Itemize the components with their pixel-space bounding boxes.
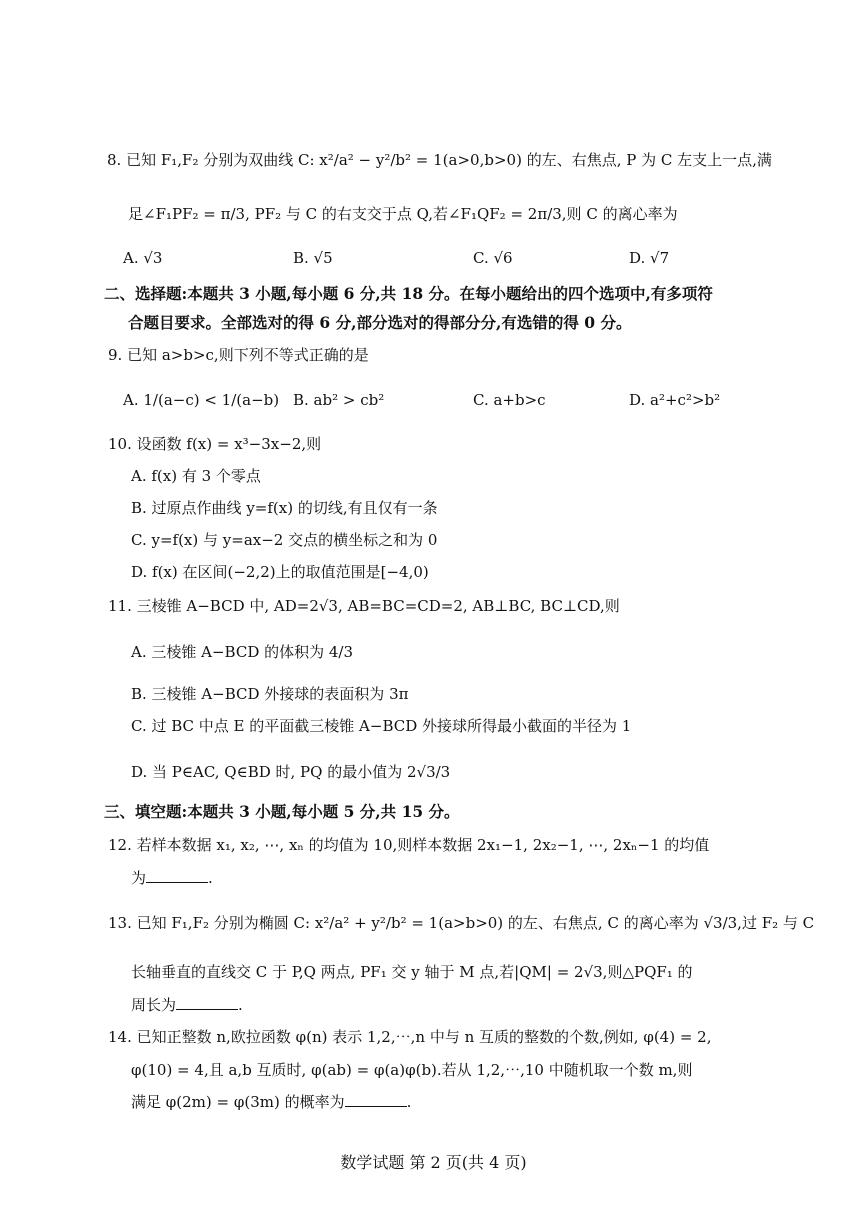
q10-option-d: D. f(x) 在区间(−2,2)上的取值范围是[−4,0) [131,563,429,581]
q8-option-d: D. √7 [629,249,670,267]
q11-option-a: A. 三棱锥 A−BCD 的体积为 4/3 [131,643,354,661]
q13-line2: 长轴垂直的直线交 C 于 P,Q 两点, PF₁ 交 y 轴于 M 点,若|QM| = 2√3,则△PQF₁ 的 [131,963,693,981]
q12-answer-blank[interactable] [146,868,208,883]
q12-line2-prefix: 为 [131,869,147,887]
q14-line3-prefix: 满足 φ(2m) = φ(3m) 的概率为 [131,1093,345,1111]
q14-answer-blank[interactable] [345,1092,407,1107]
q13-line3 [131,995,243,1015]
q13-line3-prefix: 周长为 [131,996,177,1014]
q11-option-d: D. 当 P∈AC, Q∈BD 时, PQ 的最小值为 2√3/3 [131,763,451,781]
q13-answer-blank[interactable] [176,995,238,1010]
q8-option-b: B. √5 [293,249,333,267]
q9-option-b: B. ab² > cb² [293,391,385,409]
q14-line3 [131,1092,411,1112]
q14-line2: φ(10) = 4,且 a,b 互质时, φ(ab) = φ(a)φ(b).若从 1,2,⋯,10 中随机取一个数 m,则 [131,1061,693,1079]
q14-line1: 14. 已知正整数 n,欧拉函数 φ(n) 表示 1,2,⋯,n 中与 n 互质的整数的个数,例如, φ(4) = 2, [108,1028,712,1046]
page-footer: 数学试题 第 2 页(共 4 页) [340,1153,527,1172]
q11-option-c: C. 过 BC 中点 E 的平面截三棱锥 A−BCD 外接球所得最小截面的半径为 1 [131,717,632,735]
q8-option-a: A. √3 [123,249,163,267]
q8-option-c: C. √6 [473,249,513,267]
q8-line2: 足∠F₁PF₂ = π/3, PF₂ 与 C 的右支交于点 Q,若∠F₁QF₂ = 2π/3,则 C 的离心率为 [128,205,678,223]
q9-stem: 9. 已知 a>b>c,则下列不等式正确的是 [108,346,369,364]
q14-line3-suffix: . [406,1093,412,1111]
q12-line2-suffix: . [208,869,213,887]
q9-option-d: D. a²+c²>b² [629,391,721,409]
q8-line1: 8. 已知 F₁,F₂ 分别为双曲线 C: x²/a² − y²/b² = 1(a>0,b>0) 的左、右焦点, P 为 C 左支上一点,满 [107,151,772,169]
section3-heading: 三、填空题:本题共 3 小题,每小题 5 分,共 15 分。 [104,802,460,821]
q11-stem: 11. 三棱锥 A−BCD 中, AD=2√3, AB=BC=CD=2, AB⊥BC, BC⊥CD,则 [108,597,620,615]
section2-heading-line1: 二、选择题:本题共 3 小题,每小题 6 分,共 18 分。在每小题给出的四个选项中,有多项符 [104,284,713,303]
q13-line1: 13. 已知 F₁,F₂ 分别为椭圆 C: x²/a² + y²/b² = 1(a>b>0) 的左、右焦点, C 的离心率为 √3/3,过 F₂ 与 C [108,914,815,932]
q10-option-a: A. f(x) 有 3 个零点 [131,467,261,485]
q10-stem: 10. 设函数 f(x) = x³−3x−2,则 [108,435,322,453]
q11-option-b: B. 三棱锥 A−BCD 外接球的表面积为 3π [131,685,409,703]
section2-heading-line2: 合题目要求。全部选对的得 6 分,部分选对的得部分分,有选错的得 0 分。 [128,313,632,332]
q10-option-b: B. 过原点作曲线 y=f(x) 的切线,有且仅有一条 [131,499,438,517]
q12-line2 [131,868,213,888]
q10-option-c: C. y=f(x) 与 y=ax−2 交点的横坐标之和为 0 [131,531,438,549]
q13-line3-suffix: . [238,996,243,1014]
q12-line1: 12. 若样本数据 x₁, x₂, ⋯, xₙ 的均值为 10,则样本数据 2x₁−1, 2x₂−1, ⋯, 2xₙ−1 的均值 [108,836,710,854]
q9-option-c: C. a+b>c [473,391,546,409]
q9-option-a: A. 1/(a−c) < 1/(a−b) [123,391,280,409]
